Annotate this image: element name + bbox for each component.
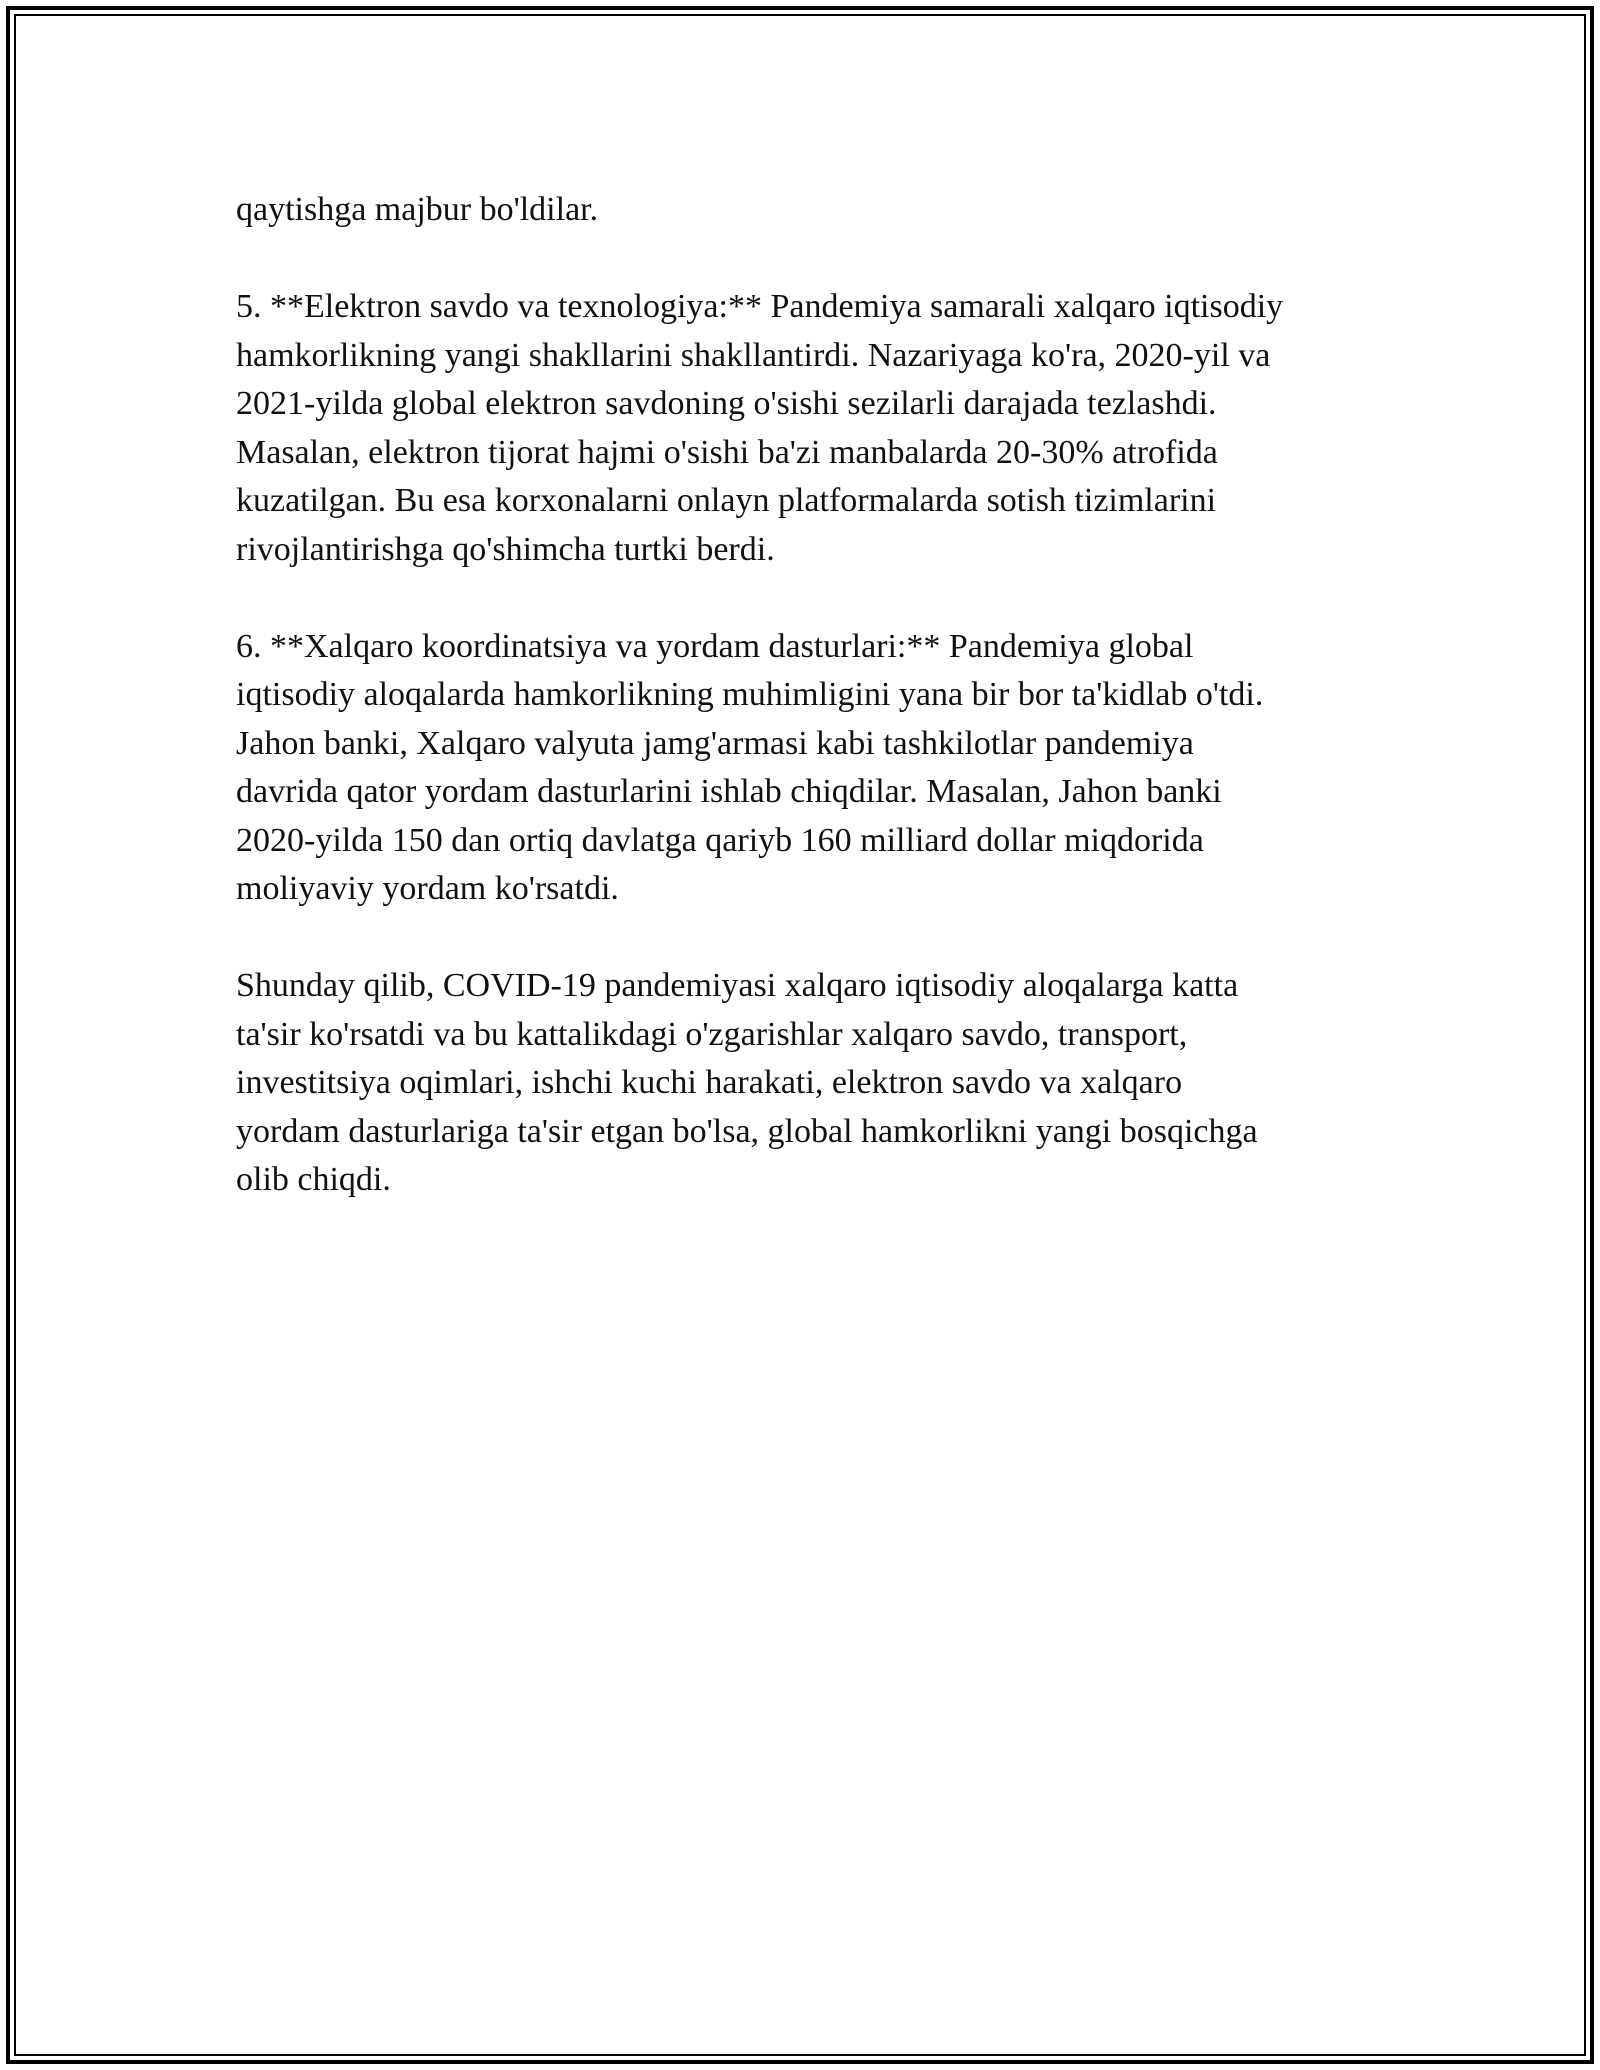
paragraph-item-5-electronic-trade: 5. **Elektron savdo va texnologiya:** Pandemiya samarali xalqaro iqtisodiy hamkorlikning yangi shakllarini shakllantirdi. Nazariyaga ko'ra, 2020-yil va 2021-yilda global elektron savdoning o'sishi sezilarli darajada tezlashdi. Masalan, elektron tijorat hajmi o'sishi ba'zi manbalarda 20-30% atrofida kuzatilgan. Bu esa korxonalarni onlayn platformalarda sotish tizimlarini rivojlantirishga qo'shimcha turtki berdi. (236, 288, 1284, 568)
paragraph-item-6-international-coordination: 6. **Xalqaro koordinatsiya va yordam dasturlari:** Pandemiya global iqtisodiy aloqalarda hamkorlikning muhimligini yana bir bor ta'kidlab o'tdi. Jahon banki, Xalqaro valyuta jamg'armasi kabi tashkilotlar pandemiya davrida qator yordam dasturlarini ishlab chiqdilar. Masalan, Jahon banki 2020-yilda 150 dan ortiq davlatga qariyb 160 milliard dollar miqdorida moliyaviy yordam ko'rsatdi. (236, 627, 1264, 907)
paragraph-conclusion: Shunday qilib, COVID-19 pandemiyasi xalqaro iqtisodiy aloqalarga katta ta'sir ko'rsatdi va bu kattalikdagi o'zgarishlar xalqaro savdo, transport, investitsiya oqimlari, ishchi kuchi harakati, elektron savdo va xalqaro yordam dasturlariga ta'sir etgan bo'lsa, global hamkorlikni yangi bosqichga olib chiqdi. (236, 967, 1258, 1198)
document-body (236, 186, 1386, 1253)
paragraph-continuation: qaytishga majbur bo'ldilar. (236, 191, 599, 228)
